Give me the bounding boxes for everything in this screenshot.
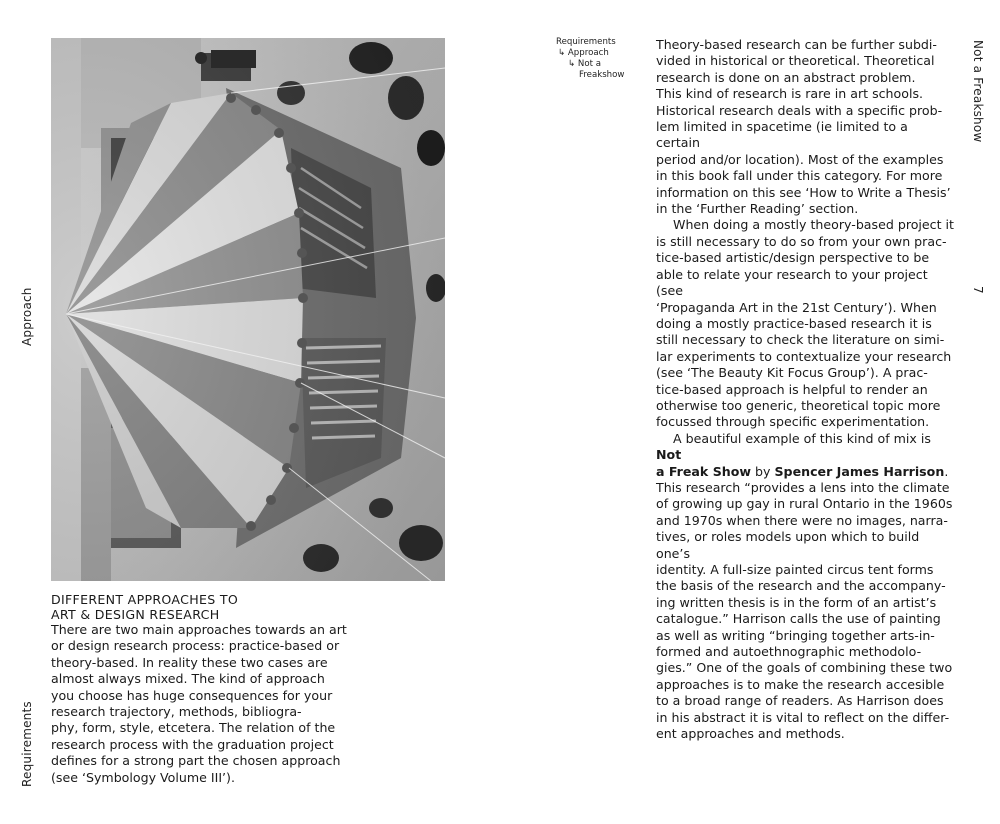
caption-line: research process with the graduation project [51,736,334,752]
text-line: in his abstract it is vital to reflect on the differ- [656,709,950,725]
side-label-not-a-freakshow: Not a Freakshow [971,40,985,143]
text-line: is still necessary to do so from your own prac- [656,233,947,249]
caption-line: There are two main approaches towards an art [51,622,347,637]
section-heading-line2: ART & DESIGN RESEARCH [51,607,220,622]
text-line: lem limited in spacetime (ie limited to a certain [656,119,908,151]
text-line: information on this see ‘How to Write a Thesis’ [656,184,951,200]
text-run: . [944,463,949,479]
side-label-approach: Approach [20,287,34,346]
caption-line: you choose has huge consequences for your [51,687,333,703]
text-line: ‘Propaganda Art in the 21st Century’). When [656,299,937,315]
text-line: vided in historical or theoretical. Theoretical [656,53,935,69]
work-title: Not [656,447,682,463]
text-line: able to relate your research to your project (see [656,266,928,299]
text-run: by [751,463,775,479]
section-caption [51,592,351,786]
text-line: catalogue.” Harrison calls the use of painting [656,611,941,627]
text-line: This research “provides a lens into the climate [656,479,950,495]
text-line: and 1970s when there were no images, narra- [656,512,948,528]
text-line: still necessary to check the literature on simi- [656,332,945,348]
text-line: tives, or roles models upon which to build one’s [656,529,920,561]
breadcrumb [556,37,624,81]
breadcrumb-not-a: ↳ Not a [568,59,601,69]
text-line: formed and autoethnographic methodolo- [656,644,922,660]
text-line: period and/or location). Most of the examples [656,151,944,167]
text-line [656,431,954,464]
page-number: 7 [971,286,985,294]
text-line: in the ‘Further Reading’ section. [656,201,859,217]
caption-line: (see ‘Symbology Volume III’). [51,769,235,785]
text-line: ing written thesis is in the form of an artist’s [656,594,937,610]
text-line [656,464,954,480]
breadcrumb-requirements: Requirements [556,37,616,47]
text-line: the basis of the research and the accompany- [656,578,946,594]
body-text [656,37,954,742]
text-line: Historical research deals with a specific prob- [656,102,943,118]
caption-line: almost always mixed. The kind of approach [51,671,325,687]
text-line: gies.” One of the goals of combining these two [656,660,953,676]
text-line: tice-based artistic/design perspective to be [656,250,930,266]
caption-line: research trajectory, methods, bibliogra- [51,704,302,720]
text-line: as well as writing “bringing together arts-in- [656,627,935,643]
text-line: identity. A full-size painted circus tent forms [656,562,934,577]
breadcrumb-approach: ↳ Approach [558,48,609,58]
text-line: to a broad range of readers. As Harrison does [656,693,944,709]
text-line: Theory-based research can be further subdi- [656,37,937,52]
circus-tent-photo [51,38,445,581]
text-line: tice-based approach is helpful to render an [656,381,928,397]
caption-line: or design research process: practice-based or [51,638,340,654]
author-name: Spencer James Harrison [774,463,945,479]
text-line: When doing a mostly theory-based project it [673,217,954,233]
text-line: focussed through specific experimentation. [656,414,930,430]
text-line: approaches is to make the research accesible [656,676,945,692]
text-line: of growing up gay in rural Ontario in the 1960s [656,496,953,512]
caption-line: defines for a strong part the chosen approach [51,753,341,769]
side-label-requirements: Requirements [20,701,34,787]
work-title: a Freak Show [656,463,752,479]
breadcrumb-freakshow: Freakshow [579,70,625,80]
text-line: This kind of research is rare in art schools. [656,86,924,102]
caption-line: theory-based. In reality these two cases are [51,654,328,670]
text-run: A beautiful example of this kind of mix is [673,430,931,446]
text-line: (see ‘The Beauty Kit Focus Group’). A prac- [656,365,928,381]
caption-line: phy, form, style, etcetera. The relation of the [51,720,336,736]
text-line: doing a mostly practice-based research it is [656,315,932,331]
text-line: research is done on an abstract problem. [656,69,916,85]
text-line: lar experiments to contextualize your research [656,348,952,364]
text-line: in this book fall under this category. For more [656,168,943,184]
section-heading-line1: DIFFERENT APPROACHES TO [51,592,239,607]
text-line: ent approaches and methods. [656,726,845,742]
text-line: otherwise too generic, theoretical topic more [656,397,941,413]
